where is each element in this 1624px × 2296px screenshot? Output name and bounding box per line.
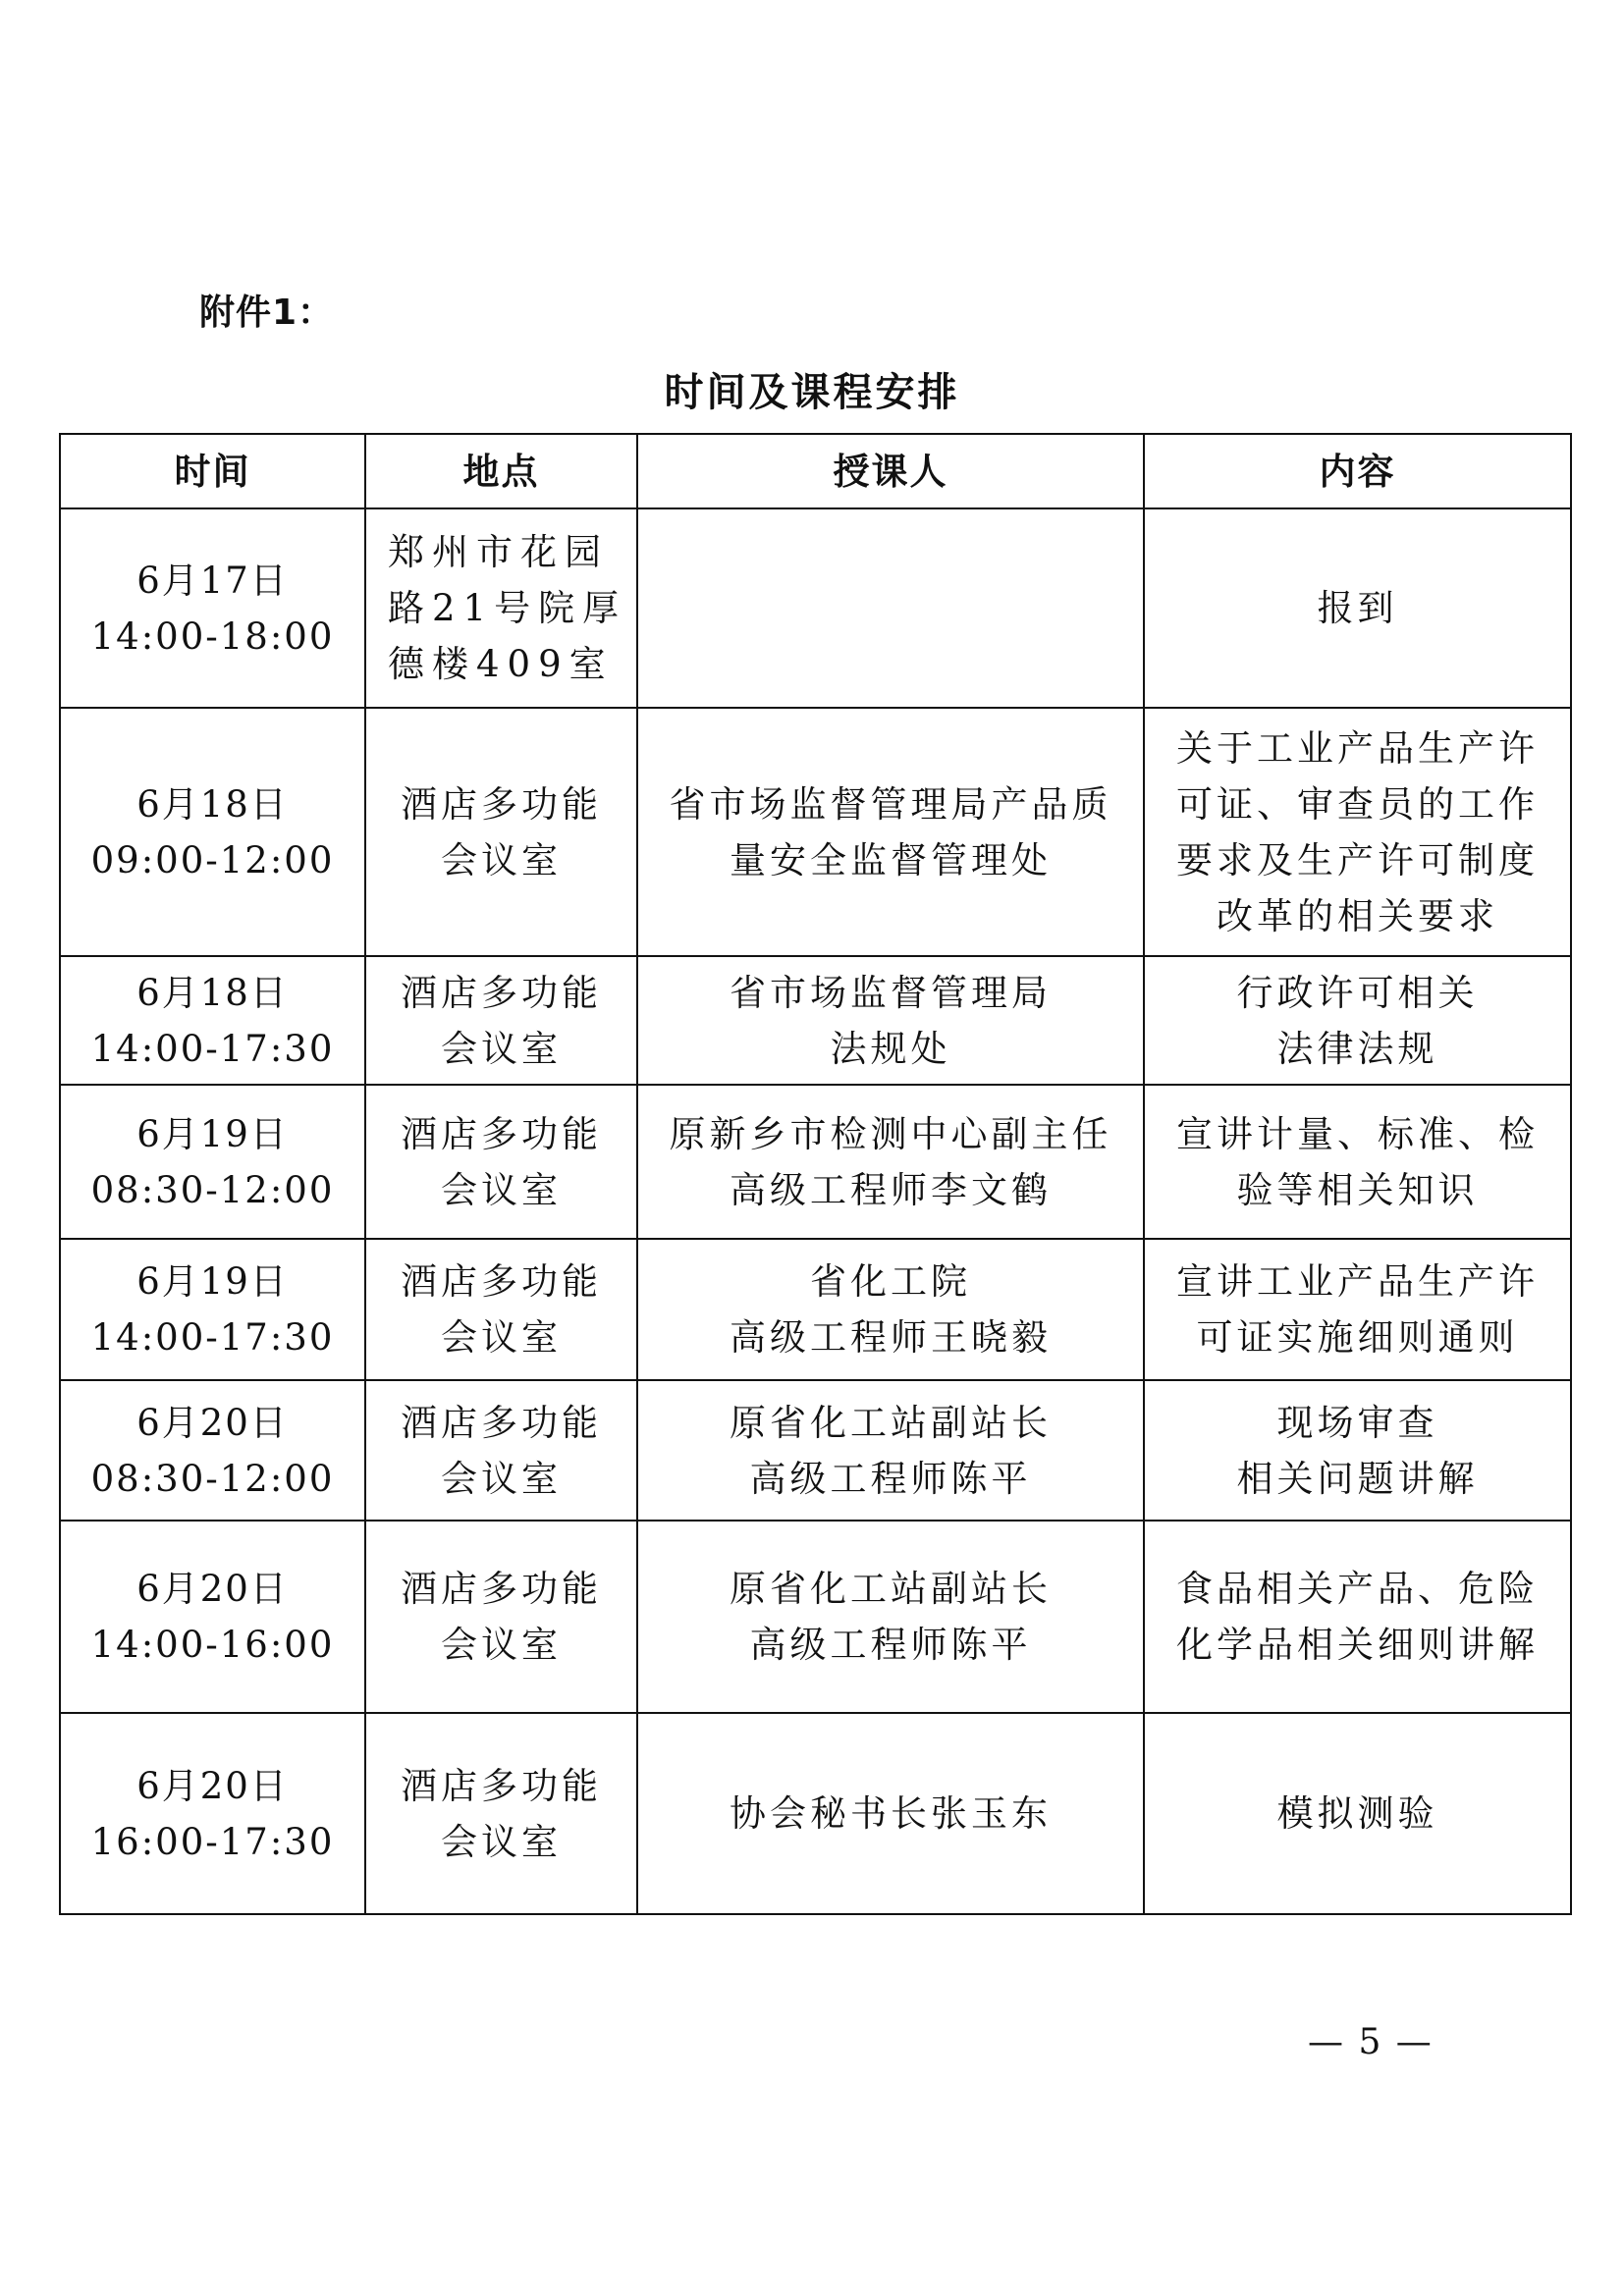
location-line: 郑州市花园: [388, 531, 609, 573]
content-cell: [1144, 708, 1571, 956]
time-cell: [60, 1713, 365, 1914]
time-cell: [60, 708, 365, 956]
date-text: 6月20日: [136, 1764, 289, 1807]
lecturer-line: 高级工程师王晓毅: [730, 1316, 1052, 1359]
content-cell: [1144, 956, 1571, 1085]
header-content: 内容: [1144, 434, 1571, 508]
lecturer-line: 省化工院: [810, 1260, 971, 1303]
lecturer-cell: [637, 1521, 1144, 1713]
lecturer-line: 原省化工站副站长: [730, 1568, 1052, 1610]
location-cell: [365, 1521, 637, 1713]
content-line: 宣讲工业产品生产许: [1176, 1260, 1539, 1303]
time-cell: [60, 508, 365, 708]
lecturer-line: 量安全监督管理处: [730, 838, 1052, 881]
content-line: 可证实施细则通则: [1196, 1316, 1519, 1359]
location-line: 会议室: [441, 1168, 562, 1211]
lecturer-line: 原省化工站副站长: [730, 1401, 1052, 1444]
content-line: 报到: [1317, 587, 1398, 629]
location-line: 酒店多功能: [401, 1764, 602, 1807]
location-line: 酒店多功能: [401, 1568, 602, 1610]
content-line: 关于工业产品生产许: [1176, 726, 1539, 770]
hours-text: 09:00-12:00: [90, 838, 335, 881]
header-location: 地点: [365, 434, 637, 508]
lecturer-cell: [637, 1239, 1144, 1380]
lecturer-cell: [637, 1713, 1144, 1914]
lecturer-line: 高级工程师陈平: [749, 1624, 1032, 1666]
location-line: 酒店多功能: [401, 1401, 602, 1444]
table-row: [60, 1713, 1571, 1914]
lecturer-line: 高级工程师李文鹤: [730, 1168, 1052, 1211]
header-lecturer: 授课人: [637, 434, 1144, 508]
lecturer-line: 协会秘书长张玉东: [730, 1792, 1052, 1835]
lecturer-cell: [637, 508, 1144, 708]
content-line: 食品相关产品、危险: [1176, 1568, 1539, 1610]
location-line: 酒店多功能: [401, 1260, 602, 1303]
date-text: 6月20日: [136, 1401, 289, 1444]
table-row: [60, 1239, 1571, 1380]
location-line: 会议室: [441, 1027, 562, 1070]
header-time: 时间: [60, 434, 365, 508]
content-line: 化学品相关细则讲解: [1176, 1624, 1539, 1666]
content-cell: [1144, 1380, 1571, 1521]
hours-text: 14:00-17:30: [90, 1316, 335, 1359]
lecturer-cell: [637, 956, 1144, 1085]
location-cell: [365, 1239, 637, 1380]
content-line: 验等相关知识: [1236, 1168, 1479, 1211]
date-text: 6月19日: [136, 1260, 289, 1303]
table-row: [60, 1380, 1571, 1521]
location-line: 会议室: [441, 1820, 562, 1863]
content-line: 现场审查: [1276, 1401, 1438, 1444]
table-row: [60, 708, 1571, 956]
time-cell: [60, 1380, 365, 1521]
content-cell: [1144, 508, 1571, 708]
content-line: 可证、审查员的工作: [1176, 782, 1539, 826]
location-line: 德楼409室: [388, 643, 614, 685]
date-text: 6月18日: [136, 971, 289, 1014]
location-cell: [365, 1085, 637, 1239]
content-cell: [1144, 1085, 1571, 1239]
date-text: 6月18日: [136, 782, 289, 826]
location-line: 会议室: [441, 1316, 562, 1359]
attachment-label: 附件1：: [199, 293, 335, 333]
content-line: 相关问题讲解: [1236, 1457, 1479, 1500]
table-header-row: [60, 434, 1571, 508]
date-text: 6月19日: [136, 1112, 289, 1155]
location-line: 会议室: [441, 1457, 562, 1500]
time-cell: [60, 956, 365, 1085]
hours-text: 14:00-17:30: [90, 1027, 335, 1070]
location-line: 路21号院厚: [388, 587, 627, 629]
lecturer-line: 原新乡市检测中心副主任: [669, 1112, 1112, 1155]
hours-text: 08:30-12:00: [90, 1457, 335, 1500]
lecturer-line: 省市场监督管理局: [730, 971, 1052, 1014]
page-title: 时间及课程安排: [664, 370, 960, 415]
lecturer-cell: [637, 1380, 1144, 1521]
page-number: — 5 —: [1308, 2022, 1434, 2062]
location-line: 酒店多功能: [401, 1112, 602, 1155]
table-row: [60, 956, 1571, 1085]
location-cell: [365, 1713, 637, 1914]
table-row: [60, 508, 1571, 708]
location-line: 酒店多功能: [401, 782, 602, 826]
time-cell: [60, 1521, 365, 1713]
content-line: 行政许可相关: [1236, 971, 1479, 1014]
location-cell: [365, 708, 637, 956]
lecturer-line: 法规处: [830, 1027, 951, 1070]
content-line: 要求及生产许可制度: [1176, 838, 1539, 881]
date-text: 6月20日: [136, 1568, 289, 1610]
lecturer-line: 省市场监督管理局产品质: [669, 782, 1112, 826]
location-line: 酒店多功能: [401, 971, 602, 1014]
lecturer-cell: [637, 708, 1144, 956]
location-cell: [365, 508, 637, 708]
content-line: 宣讲计量、标准、检: [1176, 1112, 1539, 1155]
content-line: 模拟测验: [1276, 1792, 1438, 1835]
location-line: 会议室: [441, 838, 562, 881]
schedule-table: [59, 433, 1572, 1915]
hours-text: 14:00-18:00: [90, 614, 335, 658]
table-row: [60, 1085, 1571, 1239]
content-cell: [1144, 1521, 1571, 1713]
location-line: 会议室: [441, 1624, 562, 1666]
time-cell: [60, 1239, 365, 1380]
time-cell: [60, 1085, 365, 1239]
hours-text: 14:00-16:00: [90, 1624, 335, 1666]
date-text: 6月17日: [136, 559, 289, 602]
content-cell: [1144, 1239, 1571, 1380]
lecturer-line: 高级工程师陈平: [749, 1457, 1032, 1500]
lecturer-cell: [637, 1085, 1144, 1239]
content-line: 改革的相关要求: [1217, 894, 1498, 937]
location-cell: [365, 1380, 637, 1521]
content-cell: [1144, 1713, 1571, 1914]
content-line: 法律法规: [1276, 1027, 1438, 1070]
location-cell: [365, 956, 637, 1085]
hours-text: 08:30-12:00: [90, 1168, 335, 1211]
table-row: [60, 1521, 1571, 1713]
hours-text: 16:00-17:30: [90, 1820, 335, 1863]
